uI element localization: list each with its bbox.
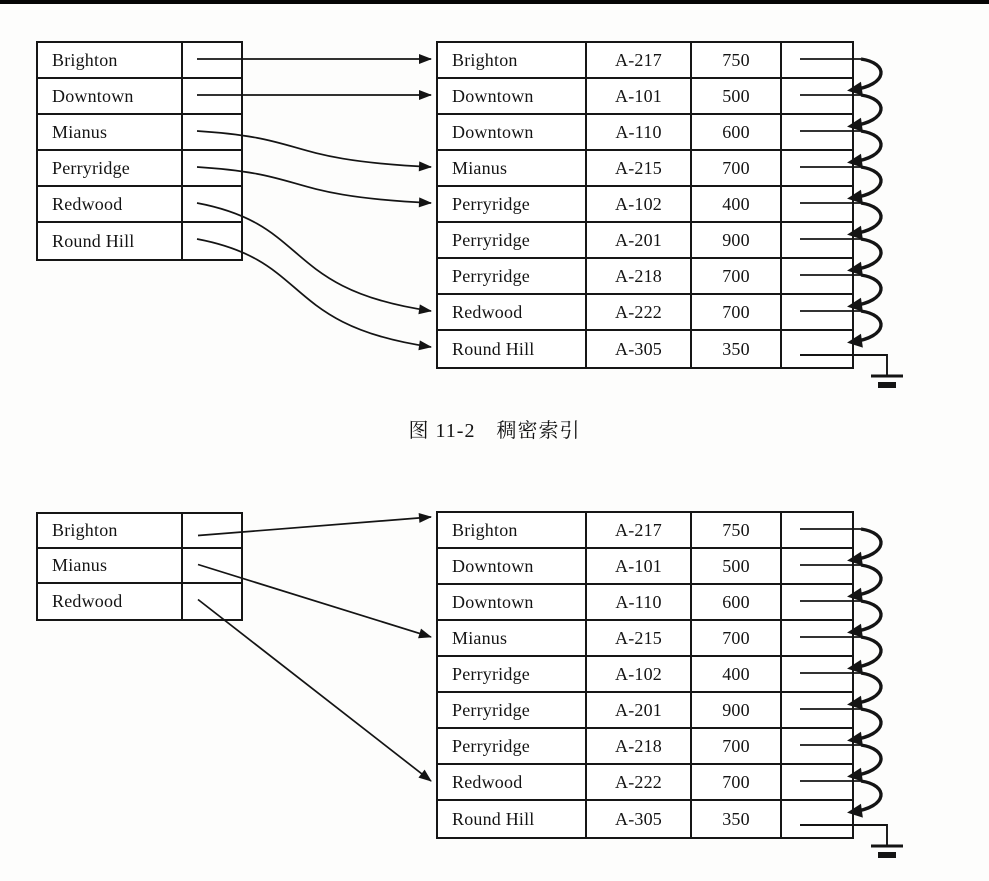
account-number-cell: A-305 xyxy=(587,801,692,837)
account-number-cell: A-222 xyxy=(587,765,692,799)
balance-cell: 350 xyxy=(692,331,782,367)
branch-name-cell: Downtown xyxy=(438,549,587,583)
record-row xyxy=(438,801,852,837)
record-pointer-cell xyxy=(782,657,852,691)
balance-cell: 600 xyxy=(692,115,782,149)
figure-caption: 图 11-2 稠密索引 xyxy=(408,420,581,442)
index-entry-row xyxy=(38,514,241,549)
record-pointer-cell xyxy=(782,549,852,583)
index-pointer-cell xyxy=(183,187,241,221)
index-entry-row xyxy=(38,223,241,259)
balance-cell: 700 xyxy=(692,295,782,329)
account-number-cell: A-215 xyxy=(587,151,692,185)
record-row xyxy=(438,43,852,79)
branch-name-cell: Perryridge xyxy=(438,693,587,727)
account-number-cell: A-201 xyxy=(587,223,692,257)
record-pointer-cell xyxy=(782,693,852,727)
index-key-cell: Round Hill xyxy=(38,223,183,259)
account-number-cell: A-218 xyxy=(587,729,692,763)
next-record-chain-arrow xyxy=(852,275,881,306)
index-pointer-cell xyxy=(183,223,241,259)
balance-cell: 750 xyxy=(692,43,782,77)
account-number-cell: A-218 xyxy=(587,259,692,293)
record-row xyxy=(438,657,852,693)
account-number-cell: A-217 xyxy=(587,513,692,547)
record-row xyxy=(438,621,852,657)
index-pointer-cell xyxy=(183,43,241,77)
branch-name-cell: Brighton xyxy=(438,513,587,547)
index-key-cell: Brighton xyxy=(38,514,183,547)
balance-cell: 900 xyxy=(692,223,782,257)
record-row xyxy=(438,693,852,729)
balance-cell: 500 xyxy=(692,549,782,583)
account-number-cell: A-201 xyxy=(587,693,692,727)
index-entry-row xyxy=(38,187,241,223)
record-pointer-cell xyxy=(782,259,852,293)
record-pointer-cell xyxy=(782,295,852,329)
record-row xyxy=(438,115,852,151)
record-row xyxy=(438,79,852,115)
next-record-chain-arrow xyxy=(852,529,881,560)
record-pointer-cell xyxy=(782,729,852,763)
record-row xyxy=(438,187,852,223)
branch-name-cell: Perryridge xyxy=(438,223,587,257)
index-entry-row xyxy=(38,584,241,619)
index-pointer-cell xyxy=(183,584,241,619)
dense-account-file-table xyxy=(436,41,854,369)
balance-cell: 400 xyxy=(692,187,782,221)
balance-cell: 600 xyxy=(692,585,782,619)
balance-cell: 350 xyxy=(692,801,782,837)
index-pointer-cell xyxy=(183,549,241,582)
balance-cell: 500 xyxy=(692,79,782,113)
index-entry-row xyxy=(38,549,241,584)
account-number-cell: A-102 xyxy=(587,657,692,691)
branch-name-cell: Perryridge xyxy=(438,657,587,691)
next-record-chain-arrow xyxy=(852,239,881,270)
index-entry-row xyxy=(38,43,241,79)
record-row xyxy=(438,549,852,585)
index-pointer-cell xyxy=(183,151,241,185)
index-entry-row xyxy=(38,79,241,115)
account-number-cell: A-110 xyxy=(587,585,692,619)
index-key-cell: Mianus xyxy=(38,115,183,149)
index-key-cell: Redwood xyxy=(38,584,183,619)
index-pointer-arrow xyxy=(198,600,431,782)
dense-index-block-table xyxy=(36,41,243,261)
record-row xyxy=(438,295,852,331)
record-row xyxy=(438,513,852,549)
balance-cell: 700 xyxy=(692,729,782,763)
index-pointer-cell xyxy=(183,79,241,113)
page-top-rule xyxy=(0,0,989,4)
index-pointer-cell xyxy=(183,115,241,149)
sparse-account-file-table xyxy=(436,511,854,839)
branch-name-cell: Round Hill xyxy=(438,801,587,837)
branch-name-cell: Round Hill xyxy=(438,331,587,367)
record-pointer-cell xyxy=(782,621,852,655)
next-record-chain-arrow xyxy=(852,601,881,632)
record-pointer-cell xyxy=(782,585,852,619)
record-pointer-cell xyxy=(782,801,852,837)
next-record-chain-arrow xyxy=(852,311,881,342)
next-record-chain-arrow xyxy=(852,745,881,776)
next-record-chain-arrow xyxy=(852,565,881,596)
index-key-cell: Brighton xyxy=(38,43,183,77)
record-pointer-cell xyxy=(782,151,852,185)
branch-name-cell: Redwood xyxy=(438,295,587,329)
balance-cell: 750 xyxy=(692,513,782,547)
index-pointer-cell xyxy=(183,514,241,547)
index-key-cell: Mianus xyxy=(38,549,183,582)
record-row xyxy=(438,151,852,187)
index-key-cell: Perryridge xyxy=(38,151,183,185)
balance-cell: 700 xyxy=(692,151,782,185)
branch-name-cell: Perryridge xyxy=(438,259,587,293)
record-pointer-cell xyxy=(782,115,852,149)
account-number-cell: A-101 xyxy=(587,79,692,113)
next-record-chain-arrow xyxy=(852,59,881,90)
record-row xyxy=(438,585,852,621)
account-number-cell: A-110 xyxy=(587,115,692,149)
index-key-cell: Redwood xyxy=(38,187,183,221)
record-row xyxy=(438,765,852,801)
record-row xyxy=(438,259,852,295)
record-row xyxy=(438,223,852,259)
next-record-chain-arrow xyxy=(852,131,881,162)
branch-name-cell: Downtown xyxy=(438,585,587,619)
record-pointer-cell xyxy=(782,765,852,799)
branch-name-cell: Mianus xyxy=(438,621,587,655)
record-pointer-cell xyxy=(782,43,852,77)
next-record-chain-arrow xyxy=(852,709,881,740)
next-record-chain-arrow xyxy=(852,95,881,126)
account-number-cell: A-222 xyxy=(587,295,692,329)
branch-name-cell: Mianus xyxy=(438,151,587,185)
branch-name-cell: Brighton xyxy=(438,43,587,77)
sparse-index-block-table xyxy=(36,512,243,621)
next-record-chain-arrow xyxy=(852,203,881,234)
index-entry-row xyxy=(38,151,241,187)
balance-cell: 900 xyxy=(692,693,782,727)
branch-name-cell: Perryridge xyxy=(438,187,587,221)
next-record-chain-arrow xyxy=(852,637,881,668)
record-pointer-cell xyxy=(782,513,852,547)
account-number-cell: A-102 xyxy=(587,187,692,221)
index-key-cell: Downtown xyxy=(38,79,183,113)
record-pointer-cell xyxy=(782,223,852,257)
index-entry-row xyxy=(38,115,241,151)
branch-name-cell: Downtown xyxy=(438,115,587,149)
account-number-cell: A-305 xyxy=(587,331,692,367)
record-pointer-cell xyxy=(782,79,852,113)
branch-name-cell: Perryridge xyxy=(438,729,587,763)
next-record-chain-arrow xyxy=(852,673,881,704)
branch-name-cell: Redwood xyxy=(438,765,587,799)
account-number-cell: A-215 xyxy=(587,621,692,655)
record-row xyxy=(438,729,852,765)
account-number-cell: A-101 xyxy=(587,549,692,583)
next-record-chain-arrow xyxy=(852,781,881,812)
record-row xyxy=(438,331,852,367)
record-pointer-cell xyxy=(782,187,852,221)
branch-name-cell: Downtown xyxy=(438,79,587,113)
balance-cell: 700 xyxy=(692,259,782,293)
next-record-chain-arrow xyxy=(852,167,881,198)
record-pointer-cell xyxy=(782,331,852,367)
balance-cell: 400 xyxy=(692,657,782,691)
balance-cell: 700 xyxy=(692,765,782,799)
account-number-cell: A-217 xyxy=(587,43,692,77)
balance-cell: 700 xyxy=(692,621,782,655)
